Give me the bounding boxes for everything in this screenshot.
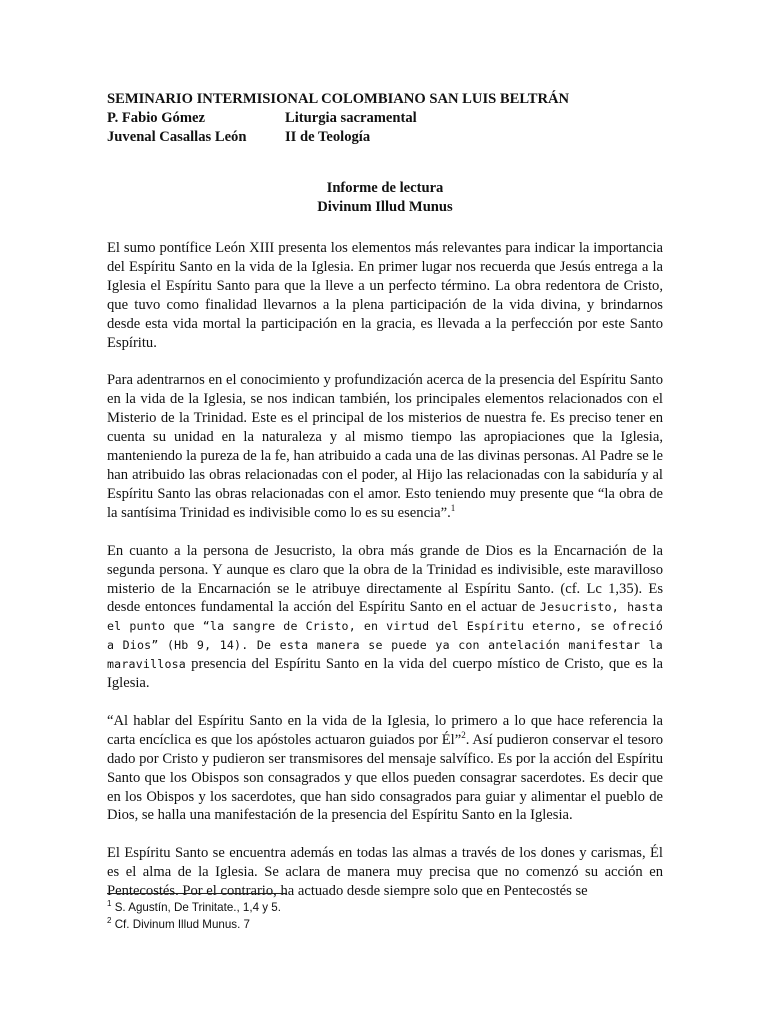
- document-header: [107, 90, 663, 147]
- header-row-author: [107, 109, 663, 128]
- footnote-number: 1: [107, 899, 112, 909]
- paragraph-3-text-a: En cuanto a la persona de Jesucristo, la obra más grande de Dios es la Encarnación de la segunda persona. Y aunque es claro que la obra de la Trinidad es indivisible, este maravilloso misterio de la Encarnación se le atribuye directamente al Espíritu Santo. (cf. Lc 1,35). Es desde entonces fundamental la acción del Espíritu Santo en el actuar de: [107, 542, 663, 616]
- paragraph-4: [107, 712, 663, 825]
- paragraph-3-text-b: presencia del Espíritu Santo en la vida del cuerpo místico de Cristo, que es la Iglesia.: [107, 656, 663, 692]
- document-title-block: [107, 179, 663, 217]
- footnote-text: S. Agustín, De Trinitate., 1,4 y 5.: [114, 901, 281, 914]
- course-level: II de Teología: [285, 129, 371, 145]
- author-professor: P. Fabio Gómez: [107, 110, 205, 126]
- footnote-1: [107, 899, 281, 916]
- paragraph-2: [107, 371, 663, 522]
- paragraph-2-text: Para adentrarnos en el conocimiento y profundización acerca de la presencia del Espíritu Santo en la vida de la Iglesia, se nos indican también, los principales elementos relacionados con el Misterio de la Trinidad. Este es el principal de los misterios de nuestra fe. Es preciso tener en cuenta su unidad en la naturaleza y al mismo tiempo las apropiaciones que la Iglesia, manteniendo la pureza de la fe, han atribuido a cada una de las divinas personas. Al Padre se le han atribuido las obras relacionadas con el poder, al Hijo las relacionadas con la sabiduría y al Espíritu Santo las obras relacionadas con el amor. Esto teniendo muy presente que “la obra de la santísima Trinidad es indivisible como lo es su esencia”.: [107, 372, 663, 521]
- paragraph-1: El sumo pontífice León XIII presenta los elementos más relevantes para indicar la importancia del Espíritu Santo en la vida de la Iglesia. En primer lugar nos recuerda que Jesús entrega a la Iglesia el Espíritu Santo para que la lleve a un perfecto término. La obra redentora de Cristo, que tuvo como finalidad llevarnos a la plena participación de la vida divina, y brindarnos desde esta vida mortal la participación en la gracia, es llevada a la perfección por este Santo Espíritu.: [107, 240, 663, 351]
- paragraph-3: [107, 542, 663, 693]
- author-student: Juvenal Casallas León: [107, 129, 247, 145]
- footnote-number: 2: [107, 916, 112, 926]
- document-body: [107, 239, 663, 901]
- paragraph-4-text-a: “Al hablar del Espíritu Santo en la vida de la Iglesia, lo primero a lo que hace referencia la carta encíclica es que los apóstoles actuaron guiados por Él”: [107, 712, 663, 748]
- paragraph-5: El Espíritu Santo se encuentra además en todas las almas a través de los dones y carismas, Él es el alma de la Iglesia. Se aclara de manera muy precisa que no comenzó su acción en Pentecostés. Por el contrario, ha actuado desde siempre solo que en Pentecostés se: [107, 845, 663, 900]
- footnote-separator: [107, 893, 287, 894]
- document-subtitle: Divinum Illud Munus: [317, 199, 453, 215]
- document-title: Informe de lectura: [326, 180, 444, 196]
- course-name: Liturgia sacramental: [285, 110, 417, 126]
- footnotes: [107, 899, 281, 933]
- paragraph-4-text-b: . Así pudieron conservar el tesoro dado por Cristo y pudieron ser transmisores del mensaje salvífico. Es por la acción del Espíritu Santo que los Obispos son consagrados y que ellos pueden consagrar sacerdotes. Es decir que en los Obispos y los sacerdotes, que han sido consagrados para guiar y alimentar el pueblo de Dios, se halla una manifestación de la presencia del Espíritu Santo en la Iglesia.: [107, 731, 664, 824]
- footnote-2: [107, 916, 281, 933]
- footnote-text: Cf. Divinum Illud Munus. 7: [114, 918, 250, 931]
- header-row-student: [107, 128, 663, 147]
- document-page: [107, 90, 663, 920]
- footnote-ref-2[interactable]: 2: [461, 729, 466, 740]
- paragraph-3-inserted-text: Jesucristo, hasta el punto que “la sangre de Cristo, en virtud del Espíritu eterno, se ofreció a Dios” (Hb 9, 14). De esta manera se puede ya con antelación manifestar la maravillosa: [107, 600, 664, 672]
- institution-name: SEMINARIO INTERMISIONAL COLOMBIANO SAN LUIS BELTRÁN: [107, 91, 570, 107]
- footnote-ref-1[interactable]: 1: [450, 502, 456, 513]
